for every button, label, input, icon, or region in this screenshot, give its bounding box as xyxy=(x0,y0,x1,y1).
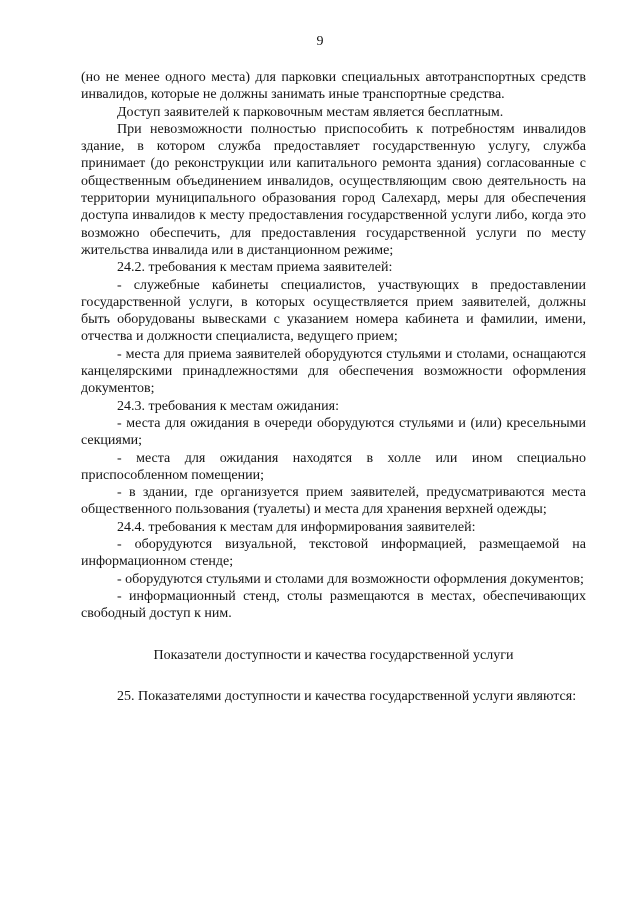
paragraph-parking-free: Доступ заявителей к парковочным местам является бесплатным. xyxy=(117,104,504,120)
paragraph-info-furniture: - оборудуются стульями и столами для возможности оформления документов; xyxy=(117,571,584,587)
paragraph-24-3-heading: 24.3. требования к местам ожидания: xyxy=(117,398,339,414)
paragraph-public-facilities: - в здании, где организуется прием заявителей, предусматриваются места общественного пользования (туалеты) и места для хранения верхней одежды; xyxy=(81,485,586,518)
paragraph-accessibility-measures: При невозможности полностью приспособить к потребностям инвалидов здание, в котором служба предоставляет государственную услугу, служба принимает (до реконструкции или капитального ремонта здания) согласованные с общественным объединением инвалидов, осуществляющим свою деятельность на территории муниципального образования город Салехард, меры для обеспечения доступа инвалидов к месту предоставления государственной услуги либо, когда это возможно обеспечить, для предоставления государственной услуги по месту жительства инвалида или в дистанционном режиме; xyxy=(81,121,586,258)
document-body xyxy=(81,69,586,705)
paragraph-offices-signs: - служебные кабинеты специалистов, участвующих в предоставлении государственной услуги, в которых осуществляется прием заявителей, должны быть оборудованы вывесками с указанием номера кабинета и фамилии, имени, отчества и должности специалиста, ведущего прием; xyxy=(81,277,586,345)
section-heading: Показатели доступности и качества государственной услуги xyxy=(153,647,514,663)
paragraph-waiting-hall: - места для ожидания находятся в холле или ином специально приспособленном помещении; xyxy=(81,450,586,483)
paragraph-waiting-chairs: - места для ожидания в очереди оборудуются стульями и (или) кресельными секциями; xyxy=(81,415,586,449)
paragraph-info-stand: - оборудуются визуальной, текстовой информацией, размещаемой на информационном стенде; xyxy=(81,537,586,570)
paragraph-parking-cont: (но не менее одного места) для парковки специальных автотранспортных средств инвалидов, которые не должны занимать иные транспортные средства. xyxy=(81,70,586,103)
page-number: 9 xyxy=(316,34,324,49)
paragraph-24-2-heading: 24.2. требования к местам приема заявителей: xyxy=(117,260,393,276)
paragraph-24-4-heading: 24.4. требования к местам для информирования заявителей: xyxy=(117,519,476,535)
paragraph-free-access: - информационный стенд, столы размещаются в местах, обеспечивающих свободный доступ к ним. xyxy=(81,588,586,622)
paragraph-reception-furniture: - места для приема заявителей оборудуются стульями и столами, оснащаются канцелярскими принадлежностями для обеспечения возможности оформления документов; xyxy=(81,346,586,397)
paragraph-25-indicators: 25. Показателями доступности и качества государственной услуги являются: xyxy=(117,688,577,704)
